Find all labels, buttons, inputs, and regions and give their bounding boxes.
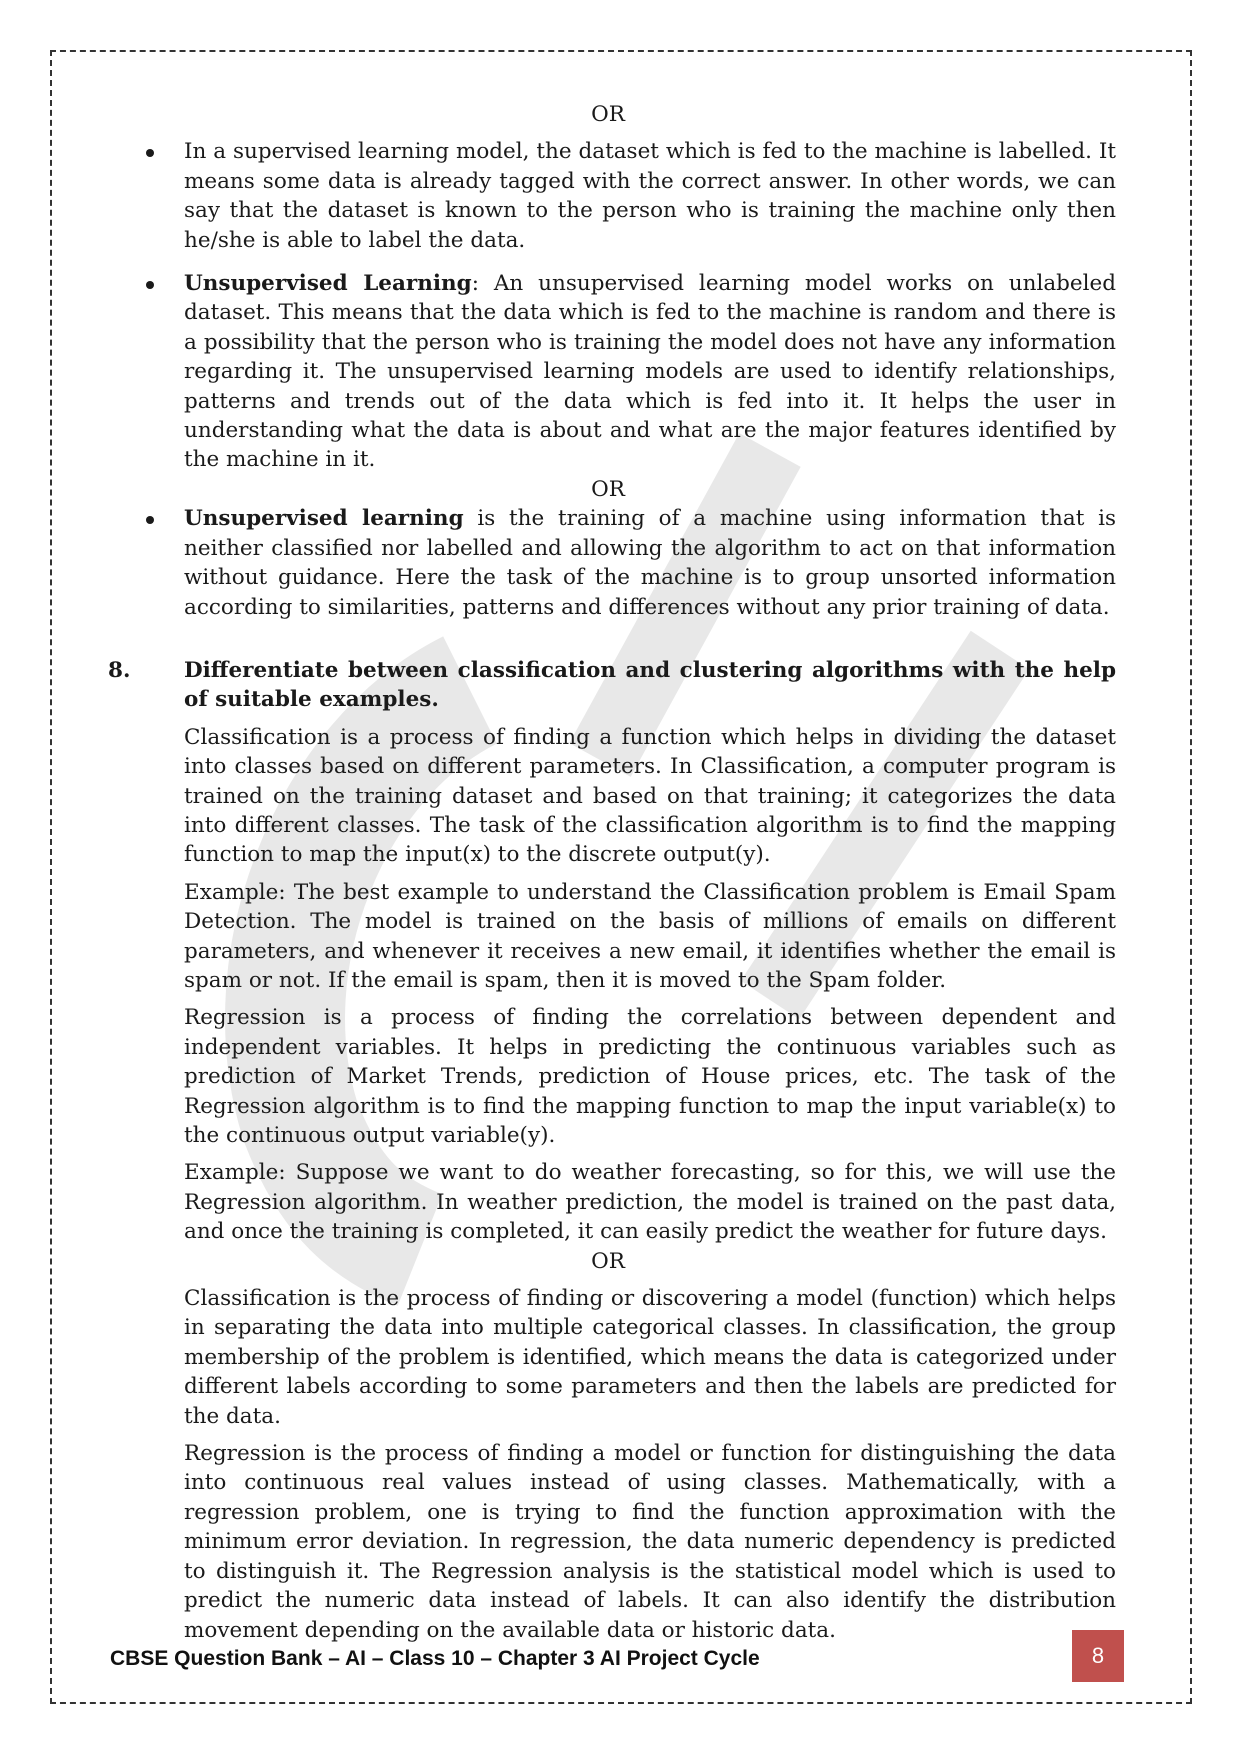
term-unsupervised-learning: Unsupervised learning xyxy=(184,506,464,532)
bullet-icon xyxy=(146,149,154,157)
term-unsupervised-learning: Unsupervised Learning xyxy=(184,271,472,297)
answer-paragraph: Regression is the process of finding a model or function for distinguishing the data into continuous real values instead of using classes. Mathematically, with a regression problem, one is trying to find the function approximation with the minimum error deviation. In regression, the data numeric dependency is predicted to distinguish it. The Regression analysis is the statistical model which is used to predict the numeric data instead of labels. It can also identify the distribution movement depending on the available data or historic data. xyxy=(184,1441,1116,1643)
bullet-text: : An unsupervised learning model works on unlabeled dataset. This means that the data which is fed to the machine is random and there is a possibility that the person who is training the model does not have any information regarding it. The unsupervised learning models are used to identify relationships, patterns and trends out of the data which is fed into it. It helps the user in understanding what the data is about and what are the major features identified by the machine in it. xyxy=(184,271,1116,473)
bullet-text: is the training of a machine using information that is neither classified nor labelled and allowing the algorithm to act on that information without guidance. Here the task of the machine is to group unsorted information according to similarities, patterns and differences without any prior training of data. xyxy=(184,506,1117,620)
footer-title: CBSE Question Bank – AI – Class 10 – Chapter 3 AI Project Cycle xyxy=(110,1647,760,1670)
or-separator: OR xyxy=(591,102,625,127)
question-text: Differentiate between classification and clustering algorithms with the help of suitable examples. xyxy=(184,657,1116,713)
bullet-unsupervised xyxy=(100,269,1116,475)
or-separator: OR xyxy=(591,476,625,502)
question-8 xyxy=(100,656,1116,715)
page-number-badge: 8 xyxy=(1072,1630,1124,1682)
answer-paragraph: Example: The best example to understand the Classification problem is Email Spam Detection. The model is trained on the basis of millions of emails on different parameters, and whenever it receives a new email, it identifies whether the email is spam or not. If the email is spam, then it is moved to the Spam folder. xyxy=(184,879,1116,993)
or-separator: OR xyxy=(591,1248,625,1274)
bullet-icon xyxy=(146,516,154,524)
bullet-supervised xyxy=(100,137,1116,255)
question-number: 8. xyxy=(108,657,131,683)
bullet-text: In a supervised learning model, the dataset which is fed to the machine is labelled. It means some data is already tagged with the correct answer. In other words, we can say that the dataset is known to the person who is training the machine only then he/she is able to label the data. xyxy=(184,139,1116,253)
answer-paragraph: Regression is a process of finding the correlations between dependent and independent variables. It helps in predicting the continuous variables such as prediction of Market Trends, prediction of House prices, etc. The task of the Regression algorithm is to find the mapping function to map the input variable(x) to the continuous output variable(y). xyxy=(184,1005,1116,1148)
bullet-icon xyxy=(146,281,154,289)
answer-paragraph: Classification is a process of finding a function which helps in dividing the dataset into classes based on different parameters. In Classification, a computer program is trained on the training dataset and based on that training; it categorizes the data into different classes. The task of the classification algorithm is to find the mapping function to map the input(x) to the discrete output(y). xyxy=(184,724,1116,868)
answer-paragraph: Classification is the process of finding or discovering a model (function) which helps in separating the data into multiple categorical classes. In classification, the group membership of the problem is identified, which means the data is categorized under different labels according to some parameters and then the labels are predicted for the data. xyxy=(184,1286,1116,1429)
page-content xyxy=(100,100,1116,1645)
bullet-unsupervised-alt xyxy=(100,504,1116,622)
answer-paragraph: Example: Suppose we want to do weather forecasting, so for this, we will use the Regression algorithm. In weather prediction, the model is trained on the past data, and once the training is completed, it can easily predict the weather for future days. xyxy=(184,1160,1116,1245)
